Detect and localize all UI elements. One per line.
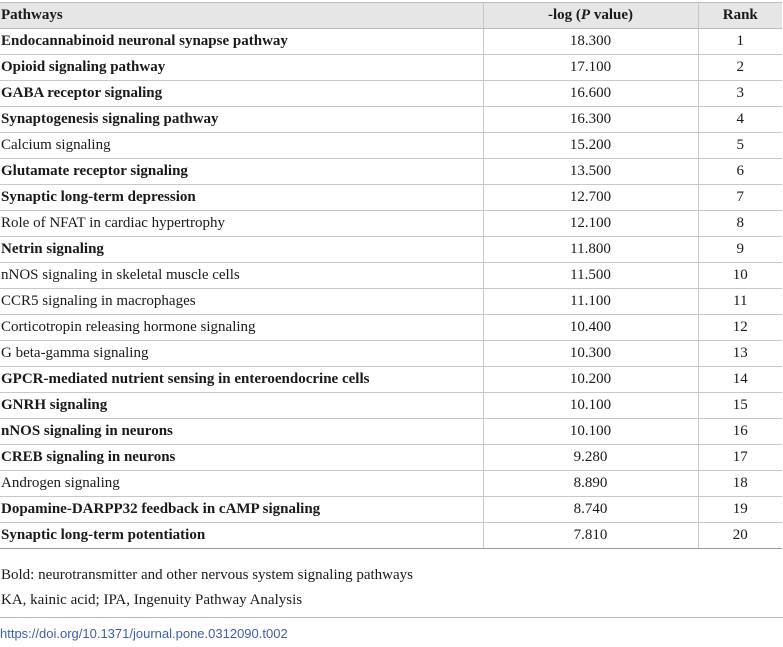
table-row — [0, 55, 782, 81]
logp-value-cell: 10.100 — [483, 419, 698, 445]
doi-link[interactable]: https://doi.org/10.1371/journal.pone.0312090.t002 — [0, 626, 288, 641]
pathway-name-cell: nNOS signaling in neurons — [0, 419, 483, 445]
footnote-abbreviations: KA, kainic acid; IPA, Ingenuity Pathway Analysis — [1, 592, 303, 608]
logp-value-cell: 11.500 — [483, 263, 698, 289]
table-row — [0, 367, 782, 393]
logp-value-cell: 12.100 — [483, 211, 698, 237]
pathway-name-cell: Calcium signaling — [0, 133, 483, 159]
rank-cell: 11 — [698, 289, 782, 315]
pathway-name-cell: Opioid signaling pathway — [0, 55, 483, 81]
rank-cell: 13 — [698, 341, 782, 367]
table-row — [0, 159, 782, 185]
pathway-name-cell: Role of NFAT in cardiac hypertrophy — [0, 211, 483, 237]
pathway-name-cell: Androgen signaling — [0, 471, 483, 497]
pathways-column-header: Pathways — [0, 3, 483, 29]
pathway-name-cell: GNRH signaling — [0, 393, 483, 419]
rank-cell: 9 — [698, 237, 782, 263]
rank-cell: 6 — [698, 159, 782, 185]
pathway-name-cell: CCR5 signaling in macrophages — [0, 289, 483, 315]
rank-cell: 18 — [698, 471, 782, 497]
logp-value-cell: 10.300 — [483, 341, 698, 367]
pathway-name-cell: Glutamate receptor signaling — [0, 159, 483, 185]
table-row — [0, 393, 782, 419]
table-row — [0, 211, 782, 237]
rank-cell: 2 — [698, 55, 782, 81]
logp-value-cell: 16.600 — [483, 81, 698, 107]
table-row — [0, 237, 782, 263]
logp-value-cell: 10.400 — [483, 315, 698, 341]
rank-cell: 19 — [698, 497, 782, 523]
pathway-name-cell: GABA receptor signaling — [0, 81, 483, 107]
logp-value-cell: 12.700 — [483, 185, 698, 211]
pathway-name-cell: CREB signaling in neurons — [0, 445, 483, 471]
logp-value-cell: 8.890 — [483, 471, 698, 497]
logp-value-cell: 10.200 — [483, 367, 698, 393]
logp-value-cell: 8.740 — [483, 497, 698, 523]
logp-header-prefix: -log ( — [547, 7, 581, 23]
table-footnotes — [1, 563, 413, 613]
pathway-name-cell: Synaptic long-term depression — [0, 185, 483, 211]
rank-cell: 3 — [698, 81, 782, 107]
rank-cell: 16 — [698, 419, 782, 445]
pathway-name-cell: nNOS signaling in skeletal muscle cells — [0, 263, 483, 289]
logp-column-header — [483, 3, 698, 29]
logp-value-cell: 10.100 — [483, 393, 698, 419]
table-row — [0, 133, 782, 159]
rank-cell: 10 — [698, 263, 782, 289]
logp-value-cell: 13.500 — [483, 159, 698, 185]
table-row — [0, 341, 782, 367]
logp-value-cell: 7.810 — [483, 523, 698, 549]
logp-value-cell: 16.300 — [483, 107, 698, 133]
logp-header-suffix: value) — [590, 7, 633, 23]
rank-cell: 5 — [698, 133, 782, 159]
pathway-name-cell: GPCR-mediated nutrient sensing in enteroendocrine cells — [0, 367, 483, 393]
pathway-name-cell: Synaptic long-term potentiation — [0, 523, 483, 549]
pathway-name-cell: Synaptogenesis signaling pathway — [0, 107, 483, 133]
table-row — [0, 289, 782, 315]
table-row — [0, 185, 782, 211]
pathway-name-cell: Netrin signaling — [0, 237, 483, 263]
rank-cell: 12 — [698, 315, 782, 341]
table-row — [0, 263, 782, 289]
table-body — [0, 29, 782, 549]
logp-value-cell: 11.800 — [483, 237, 698, 263]
table-header-row — [0, 3, 782, 29]
rank-cell: 7 — [698, 185, 782, 211]
table-row — [0, 107, 782, 133]
rank-cell: 17 — [698, 445, 782, 471]
pathway-name-cell: Corticotropin releasing hormone signaling — [0, 315, 483, 341]
rank-cell: 4 — [698, 107, 782, 133]
rank-cell: 1 — [698, 29, 782, 55]
rank-cell: 8 — [698, 211, 782, 237]
table-row — [0, 497, 782, 523]
footnote-bold-legend: Bold: neurotransmitter and other nervous system signaling pathways — [1, 567, 414, 583]
logp-value-cell: 11.100 — [483, 289, 698, 315]
table-row — [0, 81, 782, 107]
logp-value-cell: 9.280 — [483, 445, 698, 471]
logp-value-cell: 17.100 — [483, 55, 698, 81]
pathway-name-cell: Endocannabinoid neuronal synapse pathway — [0, 29, 483, 55]
table-row — [0, 523, 782, 549]
table-row — [0, 29, 782, 55]
logp-value-cell: 15.200 — [483, 133, 698, 159]
logp-value-cell: 18.300 — [483, 29, 698, 55]
rank-cell: 14 — [698, 367, 782, 393]
rank-cell: 15 — [698, 393, 782, 419]
pathway-name-cell: Dopamine-DARPP32 feedback in cAMP signaling — [0, 497, 483, 523]
pathways-table — [0, 2, 782, 549]
table-row — [0, 315, 782, 341]
table-row — [0, 419, 782, 445]
rank-column-header: Rank — [698, 3, 782, 29]
table-row — [0, 471, 782, 497]
footer-divider — [0, 617, 783, 618]
rank-cell: 20 — [698, 523, 782, 549]
pathway-name-cell: G beta-gamma signaling — [0, 341, 483, 367]
logp-header-italic-p: P — [580, 7, 591, 23]
table-row — [0, 445, 782, 471]
